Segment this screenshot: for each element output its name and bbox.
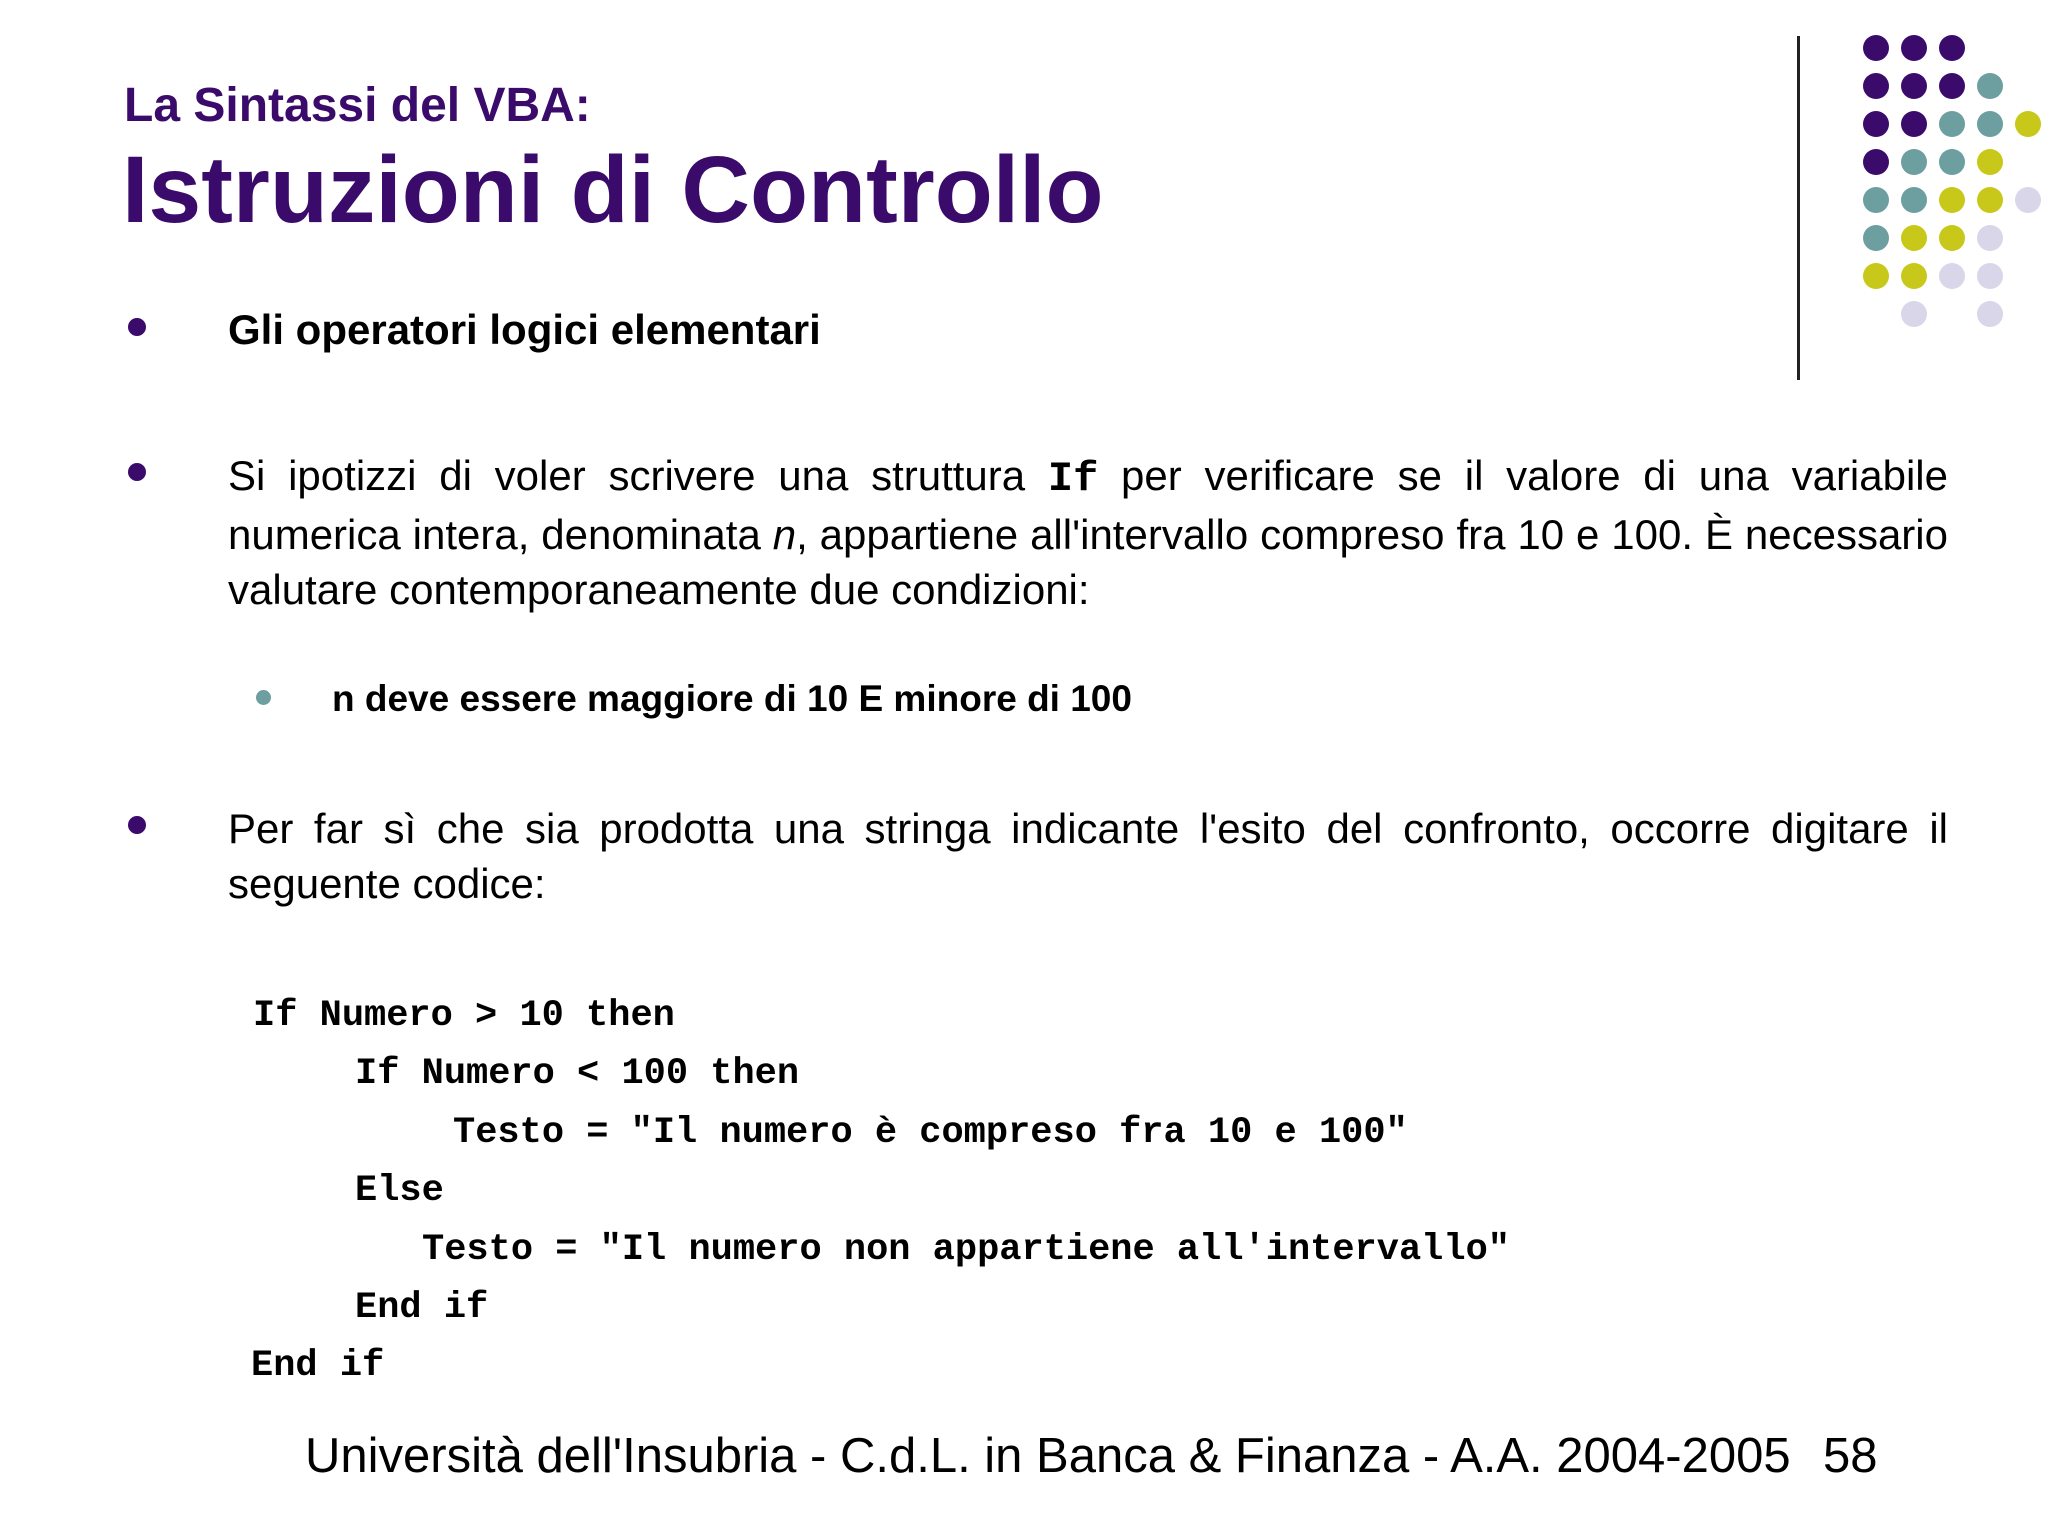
footer-text: Università dell'Insubria - C.d.L. in Banca & Finanza - A.A. 2004-2005 xyxy=(305,1429,1791,1483)
deco-dot xyxy=(1863,187,1889,213)
code-line: End if xyxy=(355,1287,489,1329)
deco-dot xyxy=(1863,73,1889,99)
deco-dot xyxy=(1939,225,1965,251)
deco-dot xyxy=(1901,149,1927,175)
deco-dot xyxy=(1977,301,2003,327)
deco-dot xyxy=(1977,225,2003,251)
bullet-2-part-1: Si ipotizzi di voler scrivere una struttura xyxy=(228,452,1048,499)
deco-dot xyxy=(1939,149,1965,175)
code-line: Testo = "Il numero non appartiene all'intervallo" xyxy=(422,1229,1510,1271)
deco-dot xyxy=(1901,187,1927,213)
deco-dot xyxy=(1863,111,1889,137)
deco-dot xyxy=(1977,111,2003,137)
deco-dot xyxy=(2015,187,2041,213)
deco-dot xyxy=(1863,263,1889,289)
deco-dot xyxy=(1901,111,1927,137)
bullet-2-text xyxy=(228,448,1948,617)
deco-dot xyxy=(1977,149,2003,175)
bullet-2-part-3: , appartiene all'intervallo compreso fra 10 e 100. È necessario valutare contemporaneamente due condizioni: xyxy=(228,511,1948,613)
sub-bullet-text: n deve essere maggiore di 10 E minore di 100 xyxy=(332,678,1132,719)
bullet-dot xyxy=(128,816,146,834)
deco-dot xyxy=(1863,35,1889,61)
slide-title: Istruzioni di Controllo xyxy=(122,137,1104,243)
bullet-1-text: Gli operatori logici elementari xyxy=(228,306,821,353)
bullet-2-part-2: per verificare se il valore di una variabile numerica intera, denominata xyxy=(228,452,1948,558)
page-number: 58 xyxy=(1823,1429,1878,1483)
deco-dot xyxy=(1901,73,1927,99)
deco-dot xyxy=(1939,187,1965,213)
deco-dot xyxy=(1977,263,2003,289)
deco-dot xyxy=(1901,225,1927,251)
bullet-3-text: Per far sì che sia prodotta una stringa indicante l'esito del confronto, occorre digitare il seguente codice: xyxy=(228,805,1948,907)
sub-bullet-dot xyxy=(256,690,271,705)
code-line: If Numero > 10 then xyxy=(253,995,675,1037)
deco-dot xyxy=(1977,73,2003,99)
code-line: If Numero < 100 then xyxy=(355,1053,800,1095)
variable-name: n xyxy=(772,511,797,558)
deco-dot xyxy=(1863,225,1889,251)
deco-dot xyxy=(1977,187,2003,213)
inline-code-if: If xyxy=(1047,455,1099,503)
code-line: End if xyxy=(251,1345,385,1387)
code-line: Else xyxy=(355,1170,444,1212)
slide-subtitle: La Sintassi del VBA: xyxy=(124,79,591,132)
deco-dot xyxy=(1863,149,1889,175)
deco-dot xyxy=(1939,111,1965,137)
deco-dot xyxy=(1939,263,1965,289)
deco-dot xyxy=(1901,263,1927,289)
deco-dot xyxy=(1901,35,1927,61)
deco-dot xyxy=(1939,73,1965,99)
deco-dot xyxy=(1939,35,1965,61)
bullet-dot xyxy=(128,318,146,336)
deco-dot xyxy=(2015,111,2041,137)
code-line: Testo = "Il numero è compreso fra 10 e 100" xyxy=(453,1112,1408,1154)
bullet-dot xyxy=(128,463,146,481)
